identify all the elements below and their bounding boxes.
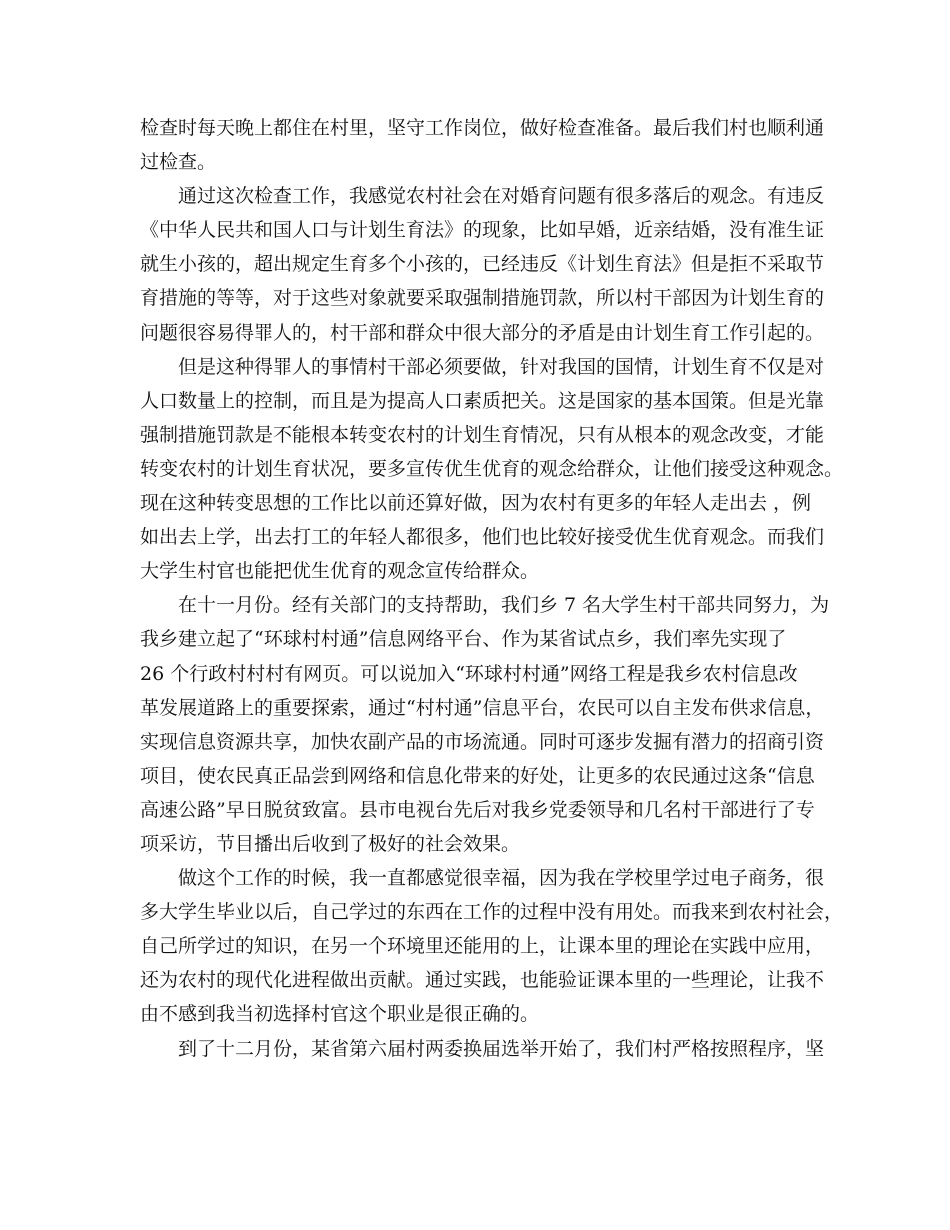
paragraph-3	[140, 350, 844, 589]
text-line: 还为农村的现代化进程做出贡献。通过实践，也能验证课本里的一些理论，让我不	[140, 969, 825, 992]
text-line: 实现信息资源共享，加快农副产品的市场流通。同时可逐步发掘有潜力的招商引资	[140, 730, 825, 753]
text-line: 做这个工作的时候，我一直都感觉很幸福，因为我在学校里学过电子商务，很	[178, 867, 825, 890]
paragraph-1	[140, 111, 825, 179]
paragraph-6	[140, 1032, 825, 1066]
text-line: 多大学生毕业以后，自己学过的东西在工作的过程中没有用处。而我来到农村社会，	[140, 901, 844, 924]
text-line: 检查时每天晚上都住在村里，坚守工作岗位，做好检查准备。最后我们村也顺利通	[140, 117, 825, 139]
text-line: 育措施的等等，对于这些对象就要采取强制措施罚款，所以村干部因为计划生育的	[140, 287, 825, 310]
text-line: 现在这种转变思想的工作比以前还算好做，因为农村有更多的年轻人走出去 ，例	[140, 492, 812, 515]
text-line: 通过这次检查工作，我感觉农村社会在对婚育问题有很多落后的观念。有违反	[178, 185, 825, 208]
text-line: 由不感到我当初选择村官这个职业是很正确的。	[140, 1003, 540, 1026]
text-line: 到了十二月份，某省第六届村两委换届选举开始了，我们村严格按照程序，坚	[178, 1037, 825, 1060]
text-line: 大学生村官也能把优生优育的观念宣传给群众。	[140, 560, 540, 583]
text-line: 在十一月份。经有关部门的支持帮助，我们乡 7 名大学生村干部共同努力，为	[178, 594, 830, 617]
text-line: 人口数量上的控制，而且是为提高人口素质把关。这是国家的基本国策。但是光靠	[140, 389, 825, 412]
text-line: 如出去上学，出去打工的年轻人都很多，他们也比较好接受优生优育观念。而我们	[140, 526, 825, 549]
text-line: 就生小孩的，超出规定生育多个小孩的，已经违反《计划生育法》但是拒不采取节	[140, 253, 825, 276]
text-line: 项采访，节目播出后收到了极好的社会效果。	[140, 832, 521, 855]
text-line: 强制措施罚款是不能根本转变农村的计划生育情况，只有从根本的观念改变，才能	[140, 423, 825, 446]
text-line: 自己所学过的知识，在另一个环境里还能用的上，让课本里的理论在实践中应用，	[140, 935, 825, 958]
text-line: 我乡建立起了“环球村村通”信息网络平台、作为某省试点乡，我们率先实现了	[140, 628, 787, 651]
text-line: 项目，使农民真正品尝到网络和信息化带来的好处，让更多的农民通过这条“信息	[140, 764, 815, 787]
text-line: 过检查。	[140, 151, 217, 174]
text-line: 26 个行政村村村有网页。可以说加入“环球村村通”网络工程是我乡农村信息改	[140, 662, 798, 685]
document-body	[140, 111, 844, 1066]
paragraph-5	[140, 861, 844, 1031]
text-line: 但是这种得罪人的事情村干部必须要做，针对我国的国情，计划生育不仅是对	[178, 355, 825, 378]
text-line: 转变农村的计划生育状况，要多宣传优生优育的观念给群众，让他们接受这种观念。	[140, 457, 844, 480]
text-line: 问题很容易得罪人的，村干部和群众中很大部分的矛盾是由计划生育工作引起的。	[140, 321, 825, 344]
text-line: 《中华人民共和国人口与计划生育法》的现象，比如早婚，近亲结婚，没有准生证	[140, 219, 825, 242]
paragraph-4	[140, 588, 830, 861]
paragraph-2	[140, 179, 825, 349]
text-line: 高速公路”早日脱贫致富。县市电视台先后对我乡党委领导和几名村干部进行了专	[140, 798, 815, 821]
text-line: 革发展道路上的重要探索，通过“村村通”信息平台，农民可以自主发布供求信息，	[140, 696, 825, 719]
